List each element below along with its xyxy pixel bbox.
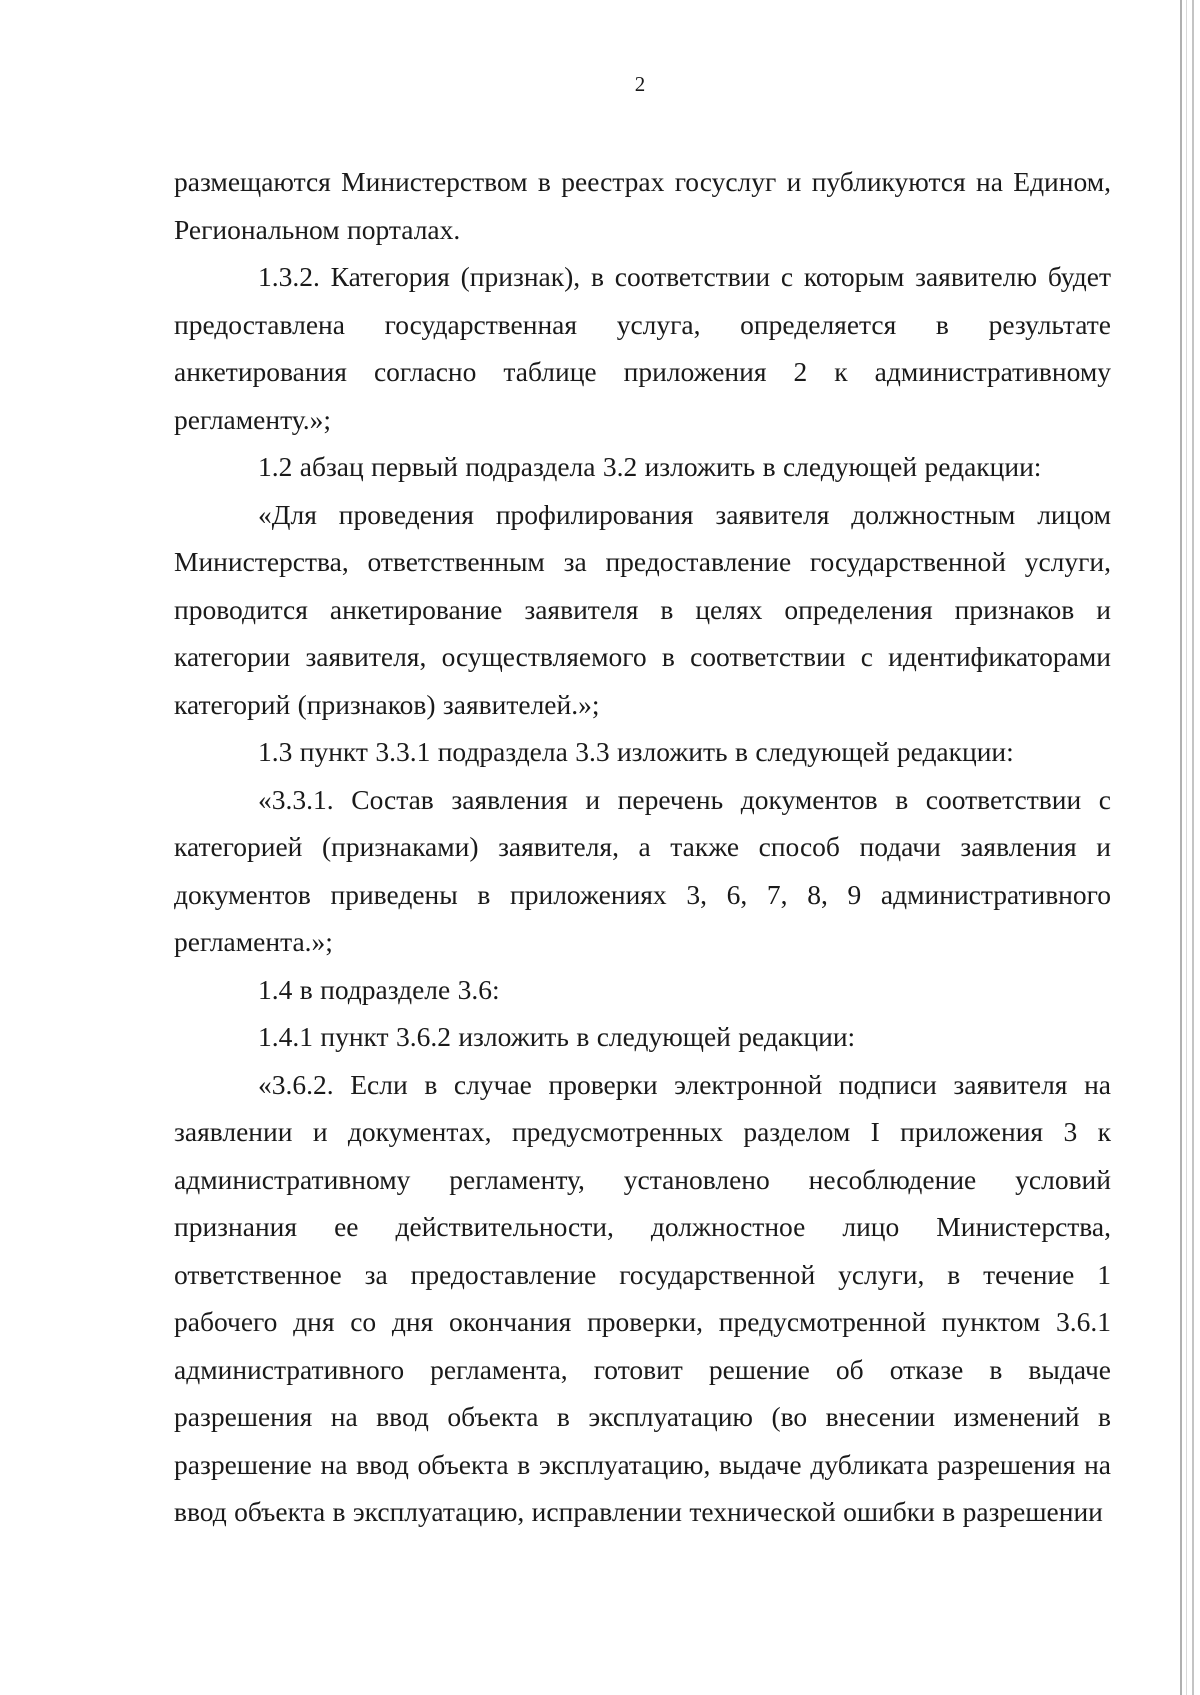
document-body xyxy=(174,158,1111,1536)
paragraph-quote-3-3-1: «3.3.1. Состав заявления и перечень документов в соответствии с категорией (признаками) заявителя, а также способ подачи заявления и документов приведены в приложениях 3, 6, 7, 8, 9 административного регламента.»; xyxy=(174,783,1111,957)
page-number: 2 xyxy=(634,72,646,96)
paragraph-quote-3-6-2: «3.6.2. Если в случае проверки электронной подписи заявителя на заявлении и документах, предусмотренных разделом I приложения 3 к административному регламенту, установлено несоблюдение условий признания ее действительности, должностное лицо Министерства, ответственное за предоставление государственной услуги, в течение 1 рабочего дня со дня окончания проверки, предусмотренной пунктом 3.6.1 административного регламента, готовит решение об отказе в выдаче разрешения на ввод объекта в эксплуатацию (во внесении изменений в разрешение на ввод объекта в эксплуатацию, выдаче дубликата разрешения на ввод объекта в эксплуатацию, исправлении технической ошибки в разрешении xyxy=(174,1068,1111,1527)
scan-edge-line xyxy=(1180,0,1182,1695)
paragraph-1-3-2: 1.3.2. Категория (признак), в соответствии с которым заявителю будет предоставлена государственная услуга, определяется в результате анкетирования согласно таблице приложения 2 к административному регламенту.»; xyxy=(174,261,1111,435)
paragraph-1-2: 1.2 абзац первый подраздела 3.2 изложить в следующей редакции: xyxy=(258,451,1042,482)
paragraph-1-4-1: 1.4.1 пункт 3.6.2 изложить в следующей редакции: xyxy=(258,1021,856,1052)
scan-edge-line xyxy=(1192,0,1194,1695)
paragraph-quote-profiling: «Для проведения профилирования заявителя должностным лицом Министерства, ответственным за предоставление государственной услуги, проводится анкетирование заявителя в целях определения признаков и категории заявителя, осуществляемого в соответствии с идентификаторами категорий (признаков) заявителей.»; xyxy=(174,498,1111,720)
paragraph-continuation: размещаются Министерством в реестрах госуслуг и публикуются на Едином, Региональном порталах. xyxy=(174,166,1111,245)
paragraph-1-4: 1.4 в подразделе 3.6: xyxy=(258,973,500,1005)
paragraph-1-3: 1.3 пункт 3.3.1 подраздела 3.3 изложить в следующей редакции: xyxy=(258,736,1014,767)
scan-edge-lines xyxy=(1172,0,1200,1695)
scan-edge-line xyxy=(1186,0,1187,1695)
